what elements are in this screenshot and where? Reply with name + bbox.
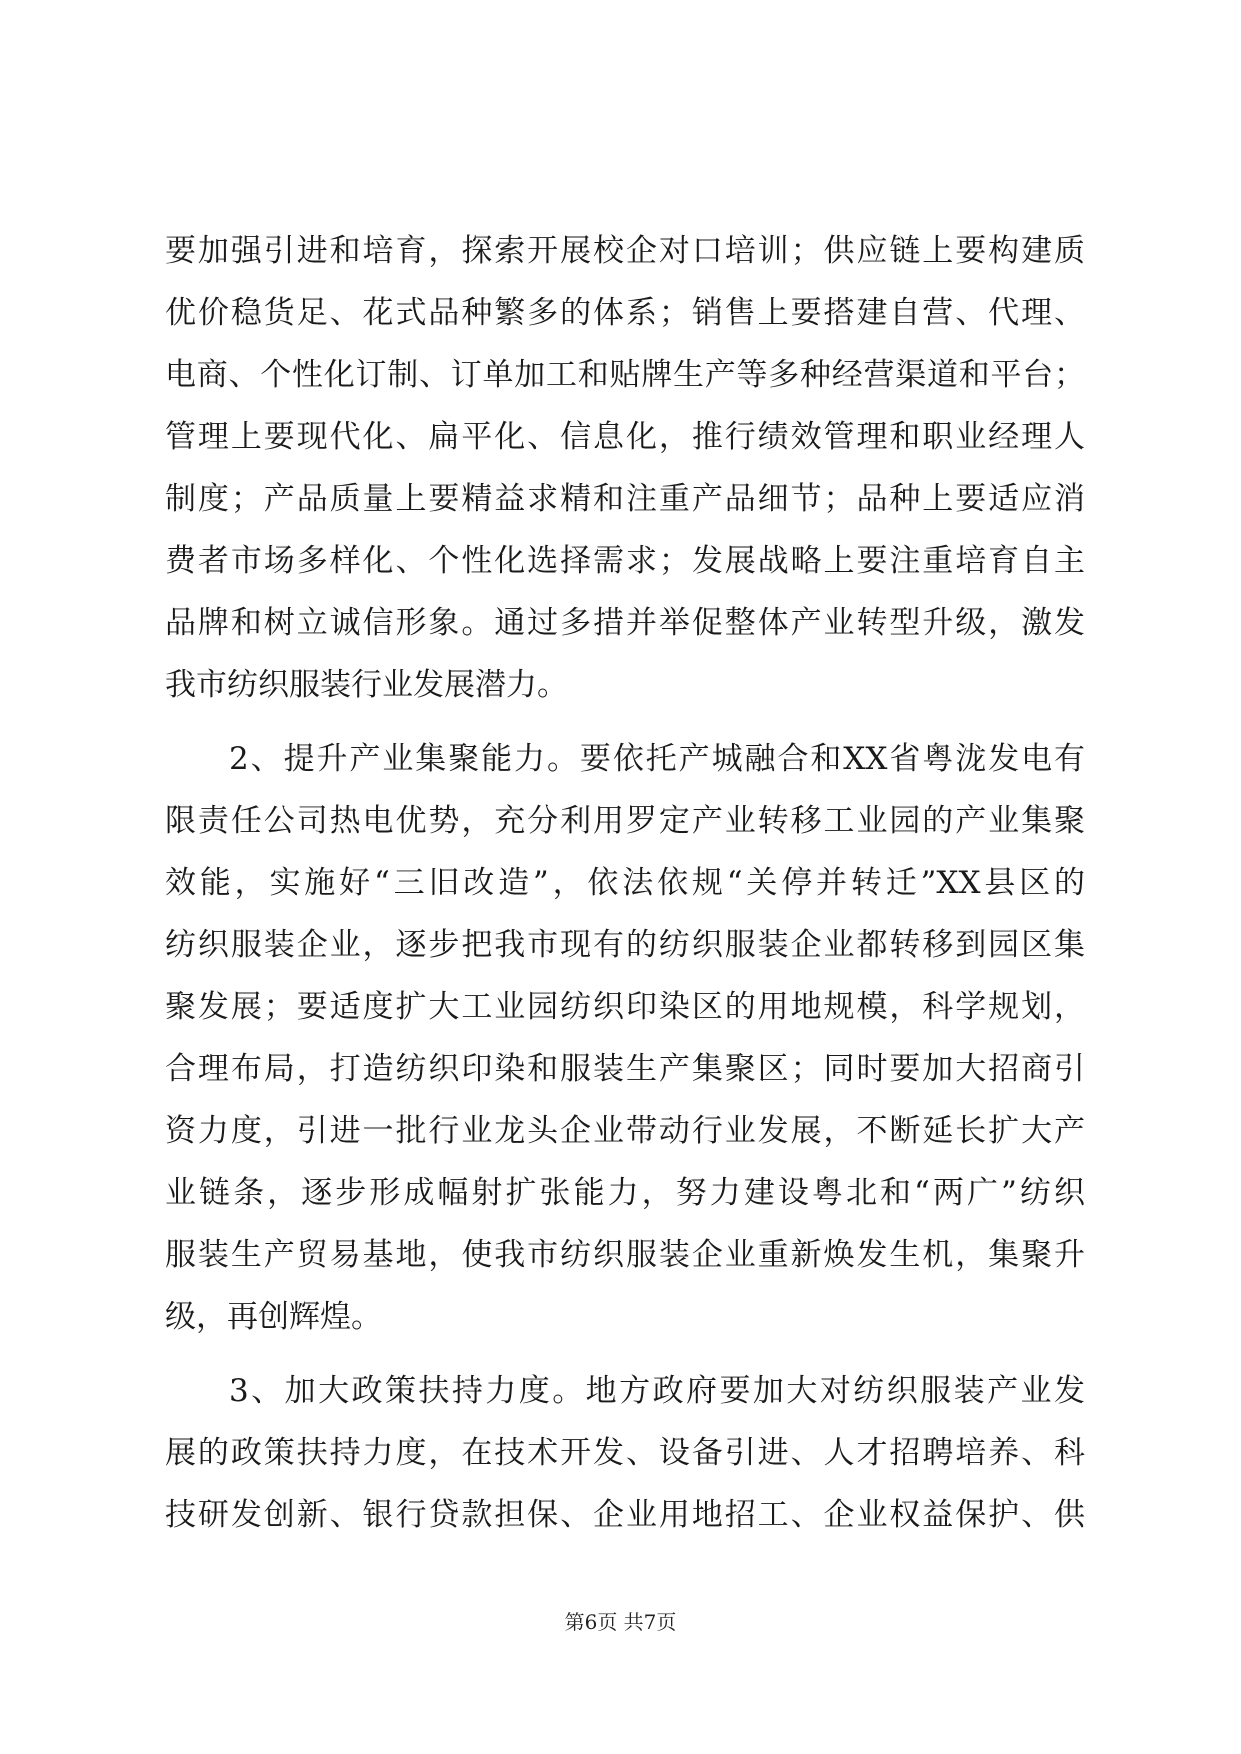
- text-line: 限责任公司热电优势，充分利用罗定产业转移工业园的产业集聚: [165, 803, 1085, 839]
- text-line: 我市纺织服装行业发展潜力。: [165, 667, 568, 703]
- text-line: 纺织服装企业，逐步把我市现有的纺织服装企业都转移到园区集: [165, 927, 1085, 963]
- paragraph-gap: [165, 1348, 1085, 1360]
- text-line: 品牌和树立诚信形象。通过多措并举促整体产业转型升级，激发: [165, 605, 1085, 641]
- text-line: 优价稳货足、花式品种繁多的体系；销售上要搭建自营、代理、: [165, 295, 1085, 331]
- document-body: [165, 220, 1085, 1546]
- text-line: 聚发展；要适度扩大工业园纺织印染区的用地规模，科学规划，: [165, 989, 1085, 1025]
- paragraph-3: [165, 1360, 1085, 1546]
- text-line: 合理布局，打造纺织印染和服装生产集聚区；同时要加大招商引: [165, 1051, 1085, 1087]
- page-number-footer: 第6页 共7页: [564, 1610, 677, 1634]
- text-line: 展的政策扶持力度，在技术开发、设备引进、人才招聘培养、科: [165, 1435, 1085, 1471]
- text-line: 服装生产贸易基地，使我市纺织服装企业重新焕发生机，集聚升: [165, 1237, 1085, 1273]
- text-line: 3、加大政策扶持力度。地方政府要加大对纺织服装产业发: [229, 1373, 1085, 1409]
- text-line: 管理上要现代化、扁平化、信息化，推行绩效管理和职业经理人: [165, 419, 1085, 455]
- text-line: 资力度，引进一批行业龙头企业带动行业发展，不断延长扩大产: [165, 1113, 1085, 1149]
- paragraph-1: [165, 220, 1085, 716]
- text-line: 效能，实施好“三旧改造”，依法依规“关停并转迁”XX县区的: [165, 865, 1085, 901]
- paragraph-2: [165, 728, 1085, 1348]
- text-line: 业链条，逐步形成幅射扩张能力，努力建设粤北和“两广”纺织: [165, 1175, 1085, 1211]
- text-line: 费者市场多样化、个性化选择需求；发展战略上要注重培育自主: [165, 543, 1085, 579]
- text-line: 要加强引进和培育，探索开展校企对口培训；供应链上要构建质: [165, 233, 1085, 269]
- text-line: 2、提升产业集聚能力。要依托产城融合和XX省粤泷发电有: [229, 741, 1085, 777]
- text-line: 级，再创辉煌。: [165, 1299, 382, 1335]
- text-line: 电商、个性化订制、订单加工和贴牌生产等多种经营渠道和平台；: [165, 357, 1085, 393]
- text-line: 制度；产品质量上要精益求精和注重产品细节；品种上要适应消: [165, 481, 1085, 517]
- text-line: 技研发创新、银行贷款担保、企业用地招工、企业权益保护、供: [165, 1497, 1085, 1533]
- paragraph-gap: [165, 716, 1085, 728]
